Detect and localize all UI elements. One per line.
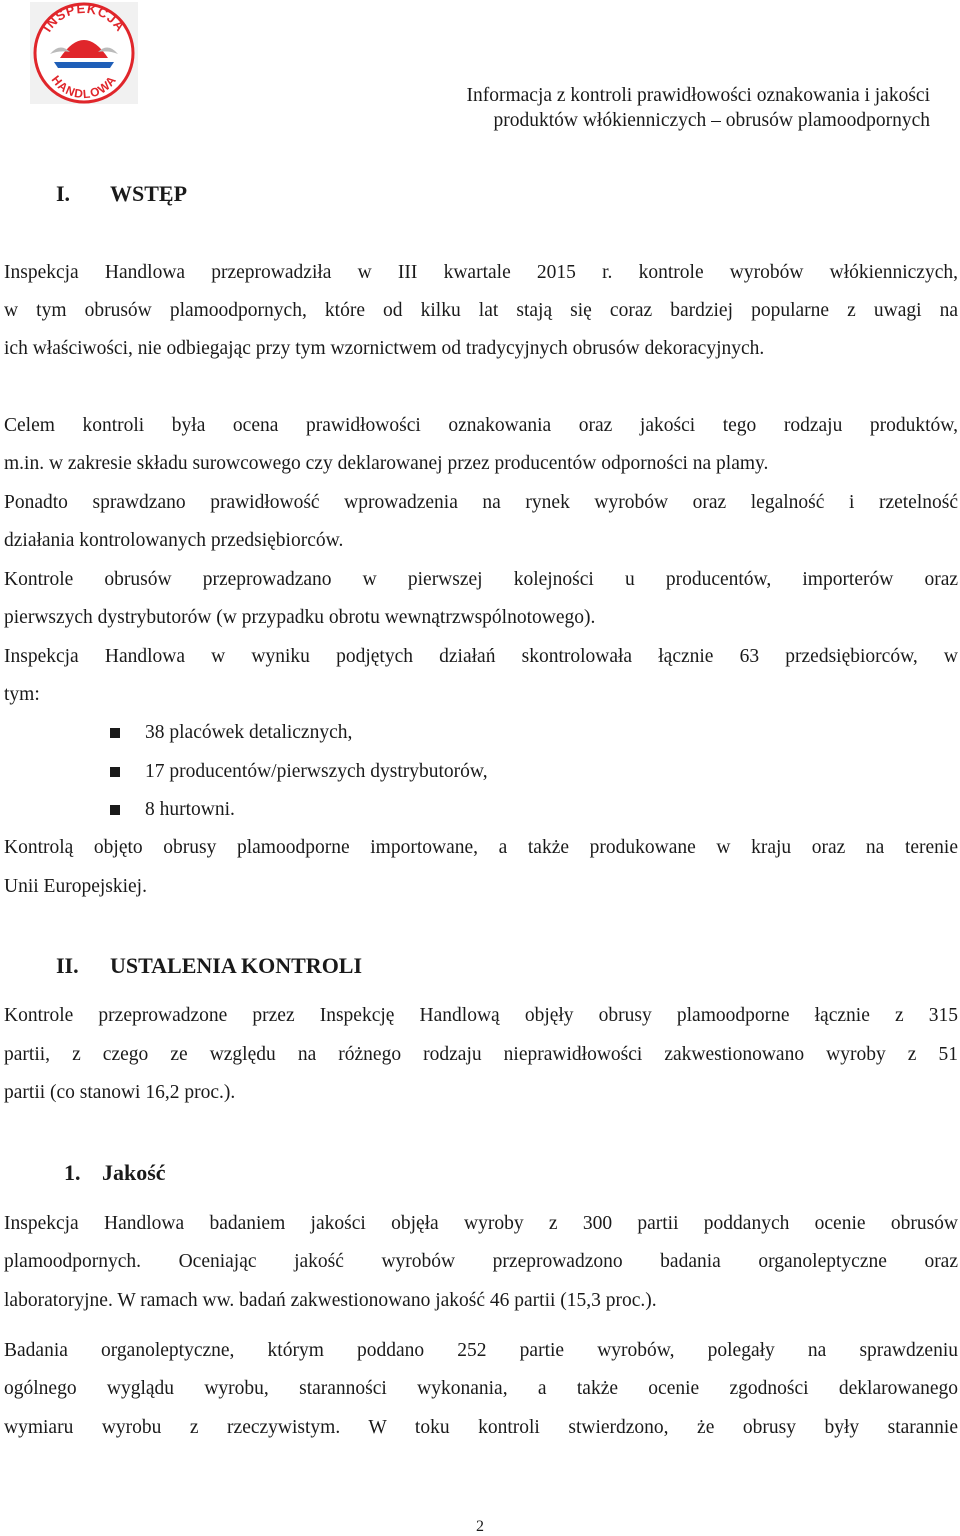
section-title: USTALENIA KONTROLI [110, 953, 363, 978]
paragraph-line: Kontrolą objęto obrusy plamoodporne importowane, a także produkowane w kraju oraz na terenie [4, 837, 958, 858]
list-item: 17 producentów/pierwszych dystrybutorów, [145, 761, 488, 782]
paragraph-line: w tym obrusów plamoodpornych, które od kilku lat stają się coraz bardziej popularne z uwagi na [4, 300, 958, 321]
header-title-line1: Informacja z kontroli prawidłowości oznakowania i jakości [466, 85, 930, 106]
section-number: II. [56, 953, 79, 978]
header-title-line2: produktów włókienniczych – obrusów plamoodpornych [493, 110, 930, 131]
bullet-square-icon [108, 803, 122, 817]
bullet-square-icon [108, 726, 122, 740]
section-number: I. [56, 181, 71, 206]
paragraph-line: tym: [4, 684, 40, 705]
paragraph-line: działania kontrolowanych przedsiębiorców. [4, 530, 344, 551]
section-title: WSTĘP [110, 181, 188, 206]
paragraph-line: ogólnego wyglądu wyrobu, staranności wykonania, a także ocenie zgodności deklarowanego [4, 1378, 958, 1399]
paragraph-line: plamoodpornych. Oceniając jakość wyrobów przeprowadzono badania organoleptyczne oraz [4, 1251, 958, 1272]
paragraph-line: Kontrole przeprowadzone przez Inspekcję Handlową objęły obrusy plamoodporne łącznie z 315 [4, 1005, 958, 1026]
paragraph-line: partii, z czego ze względu na różnego rodzaju nieprawidłowości zakwestionowano wyroby z 51 [4, 1044, 958, 1065]
bullet-square-icon [108, 765, 122, 779]
paragraph-line: Kontrole obrusów przeprowadzano w pierwszej kolejności u producentów, importerów oraz [4, 569, 958, 590]
paragraph-line: partii (co stanowi 16,2 proc.). [4, 1082, 236, 1103]
paragraph-line: Ponadto sprawdzano prawidłowość wprowadzenia na rynek wyrobów oraz legalność i rzetelność [4, 492, 958, 513]
paragraph-line: laboratoryjne. W ramach ww. badań zakwestionowano jakość 46 partii (15,3 proc.). [4, 1290, 657, 1311]
logo-emblem-icon [30, 2, 138, 104]
paragraph-line: Inspekcja Handlowa badaniem jakości objęła wyroby z 300 partii poddanych ocenie obrusów [4, 1213, 958, 1234]
paragraph-line: Inspekcja Handlowa w wyniku podjętych działań skontrolowała łącznie 63 przedsiębiorców, w [4, 646, 958, 667]
list-item: 38 placówek detalicznych, [145, 722, 353, 743]
paragraph-line: Inspekcja Handlowa przeprowadziła w III kwartale 2015 r. kontrole wyrobów włókienniczych, [4, 262, 958, 283]
paragraph-line: Badania organoleptyczne, którym poddano 252 partie wyrobów, polegały na sprawdzeniu [4, 1340, 958, 1361]
svg-text:INSPEKCJA: INSPEKCJA [39, 2, 129, 35]
paragraph-line: Unii Europejskiej. [4, 876, 147, 897]
paragraph-line: m.in. w zakresie składu surowcowego czy deklarowanej przez producentów odporności na plamy. [4, 453, 769, 474]
paragraph-line: pierwszych dystrybutorów (w przypadku obrotu wewnątrzwspólnotowego). [4, 607, 596, 628]
paragraph-line: Celem kontroli była ocena prawidłowości oznakowania oraz jakości tego rodzaju produktów, [4, 415, 958, 436]
inspekcja-handlowa-logo [30, 2, 138, 104]
subsection-title: Jakość [102, 1160, 166, 1185]
subsection-number: 1. [64, 1160, 81, 1185]
svg-text:HANDLOWA: HANDLOWA [48, 72, 120, 102]
list-item: 8 hurtowni. [145, 799, 235, 820]
paragraph-line: wymiaru wyrobu z rzeczywistym. W toku kontroli stwierdzono, że obrusy były starannie [4, 1417, 958, 1438]
paragraph-line: ich właściwości, nie odbiegając przy tym wzornictwem od tradycyjnych obrusów dekoracyjnych. [4, 338, 765, 359]
page-number: 2 [476, 1518, 484, 1535]
